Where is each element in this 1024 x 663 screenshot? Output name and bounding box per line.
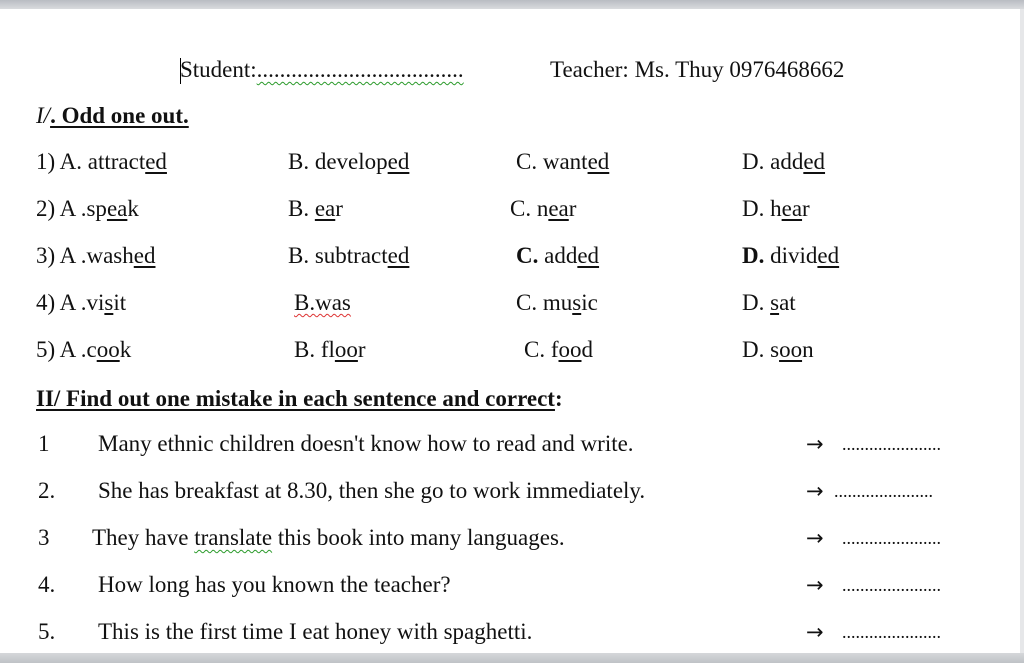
option-text: C. f — [524, 337, 559, 362]
sentence-part-end: this book into many languages. — [272, 525, 565, 550]
underlined-sound: oo — [779, 337, 803, 362]
odd-option-3-a — [36, 242, 155, 270]
option-text: B. — [288, 196, 315, 221]
option-letter: C. — [516, 243, 539, 268]
odd-option-4-d — [742, 289, 796, 317]
section2-title: II/ Find out one mistake in each sentence and correct — [36, 386, 555, 411]
sentence-text — [98, 571, 451, 599]
grammar-flag-word: translate — [194, 525, 273, 550]
answer-blank[interactable]: ...................... — [842, 528, 941, 548]
section2-colon: : — [554, 386, 563, 411]
underlined-sound: oo — [96, 337, 120, 362]
odd-option-3-c — [516, 242, 599, 270]
odd-option-2-a — [36, 195, 139, 223]
underlined-sound: oo — [334, 337, 358, 362]
sentence-text — [98, 430, 634, 458]
option-text: D. — [742, 290, 771, 315]
underlined-sound: ed — [587, 149, 610, 174]
odd-option-5-c — [524, 336, 593, 364]
option-text: B. fl — [294, 337, 335, 362]
option-text-end: n — [802, 337, 814, 362]
underlined-sound: ed — [387, 243, 410, 268]
window-right-edge — [1020, 9, 1024, 653]
option-text: add — [538, 243, 578, 268]
option-text: A .vi — [59, 290, 105, 315]
window-bottom-bar — [0, 653, 1024, 663]
question-number: 1) — [36, 149, 60, 174]
option-text: divid — [764, 243, 818, 268]
right-arrow-icon: → — [806, 479, 824, 503]
option-text-end: r — [335, 196, 343, 221]
student-label: Student: — [180, 57, 257, 82]
underlined-sound: ea — [781, 196, 803, 221]
document-page — [0, 9, 1020, 653]
option-text-end: k — [119, 337, 132, 362]
odd-option-3-d — [742, 242, 839, 270]
option-text: D. add — [742, 149, 804, 174]
right-arrow-icon: → — [806, 526, 824, 550]
option-text-end: r — [357, 337, 366, 362]
odd-option-2-d — [742, 195, 810, 223]
underlined-sound: ea — [548, 196, 569, 221]
underlined-sound: s — [572, 290, 582, 315]
section1-roman: I/ — [36, 103, 51, 128]
student-line[interactable] — [180, 56, 464, 84]
question-number: 5) — [36, 337, 60, 362]
option-text-end: at — [779, 290, 796, 315]
sentence-text — [92, 524, 565, 552]
section1-heading — [36, 102, 189, 130]
option-text: A .c — [59, 337, 97, 362]
odd-option-4-b — [294, 289, 351, 317]
underlined-sound: ed — [817, 243, 840, 268]
underlined-sound: oo — [558, 337, 582, 362]
student-blank[interactable]: .................................... — [256, 57, 464, 82]
sentence-number: 2. — [38, 478, 56, 503]
option-text-end: k — [127, 196, 139, 221]
option-text: A .wash — [59, 243, 134, 268]
teacher-info: Teacher: Ms. Thuy 0976468662 — [550, 57, 845, 82]
answer-blank[interactable]: ...................... — [842, 622, 941, 642]
sentence-part: She has breakfast at 8.30, then she go to work immediately. — [98, 478, 646, 503]
sentence-text — [98, 477, 645, 505]
odd-option-3-b — [288, 242, 409, 270]
option-text-end: ic — [581, 290, 598, 315]
underlined-sound: ed — [387, 149, 410, 174]
underlined-sound: ed — [803, 149, 826, 174]
option-text: C. want — [516, 149, 588, 174]
sentence-text — [98, 618, 532, 646]
option-text: D. h — [742, 196, 782, 221]
sentence-part: This is the first time I eat honey with spaghetti. — [98, 619, 533, 644]
sentence-part: Many ethnic children doesn't know how to read and write. — [98, 431, 634, 456]
question-number: 4) — [36, 290, 60, 315]
question-number: 3) — [36, 243, 60, 268]
section1-title: . Odd one out. — [50, 103, 189, 128]
sentence-part: How long has you known the teacher? — [98, 572, 451, 597]
option-text: D. s — [742, 337, 780, 362]
option-text: A .sp — [59, 196, 107, 221]
option-text: B. develop — [288, 149, 388, 174]
sentence-number: 1 — [38, 431, 50, 456]
sentence-number: 4. — [38, 572, 56, 597]
right-arrow-icon: → — [806, 573, 824, 597]
option-letter: D. — [742, 243, 765, 268]
odd-option-1-d — [742, 148, 825, 176]
option-text: B. subtract — [288, 243, 388, 268]
option-text-end: r — [802, 196, 810, 221]
option-text-end: it — [113, 290, 127, 315]
option-text: C. n — [510, 196, 549, 221]
odd-option-4-a — [36, 289, 126, 317]
option-text-end: d — [581, 337, 593, 362]
option-text-end: r — [568, 196, 577, 221]
underlined-sound: ea — [106, 196, 128, 221]
odd-option-1-c — [516, 148, 609, 176]
option-text: A. attract — [59, 149, 146, 174]
question-number: 2) — [36, 196, 60, 221]
option-text: C. mu — [516, 290, 573, 315]
sentence-number: 5. — [38, 619, 56, 644]
underlined-sound: s — [104, 290, 114, 315]
right-arrow-icon: → — [806, 620, 824, 644]
underlined-sound: ed — [577, 243, 600, 268]
window-top-bar — [0, 0, 1024, 9]
odd-option-1-a — [36, 148, 167, 176]
answer-blank[interactable]: ...................... — [842, 575, 941, 595]
odd-option-2-b — [288, 195, 343, 223]
sentence-number: 3 — [38, 525, 50, 550]
sentence-part: They have — [92, 525, 195, 550]
option-text: B.was — [294, 290, 351, 315]
right-arrow-icon: → — [806, 432, 824, 456]
odd-option-5-d — [742, 336, 814, 364]
section2-heading — [36, 385, 563, 413]
underlined-sound: s — [770, 290, 780, 315]
odd-option-4-c — [516, 289, 598, 317]
answer-blank[interactable]: ...................... — [834, 481, 933, 501]
underlined-sound: ea — [314, 196, 336, 221]
underlined-sound: ed — [145, 149, 167, 174]
answer-blank[interactable]: ...................... — [842, 434, 941, 454]
underlined-sound: ed — [133, 243, 156, 268]
odd-option-2-c — [510, 195, 576, 223]
odd-option-1-b — [288, 148, 409, 176]
odd-option-5-a — [36, 336, 131, 364]
odd-option-5-b — [294, 336, 366, 364]
